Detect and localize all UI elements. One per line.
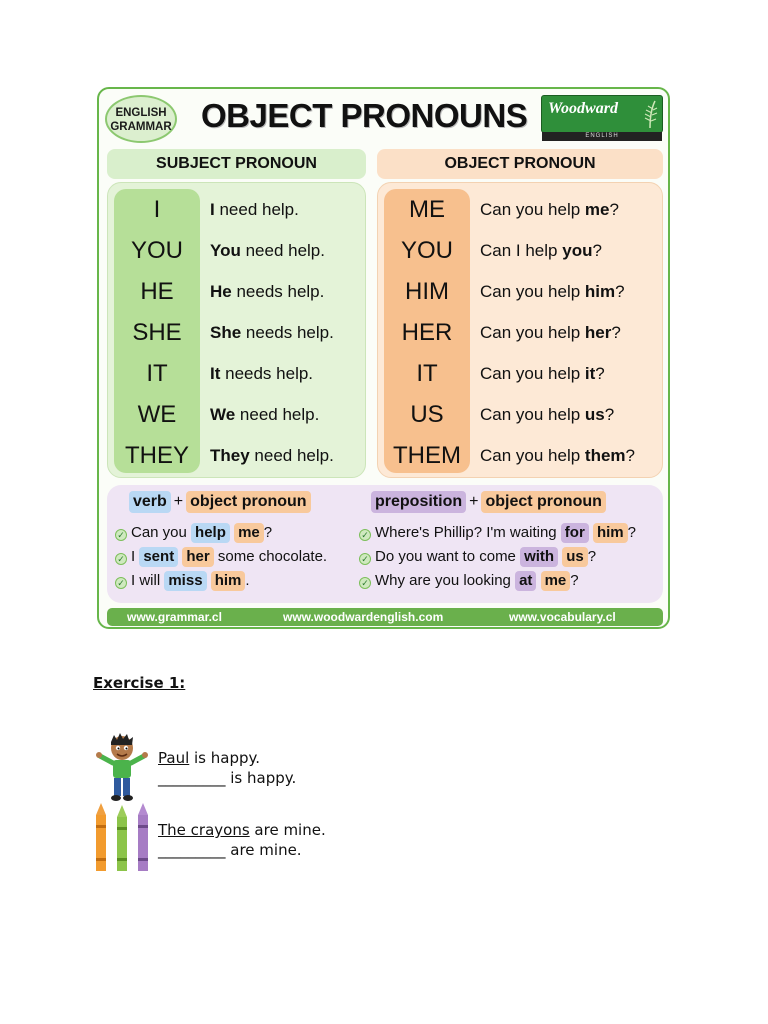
verb-rule <box>129 491 311 513</box>
plus-sign: + <box>173 493 184 510</box>
highlight-word: for <box>561 523 589 543</box>
example-end: ? <box>570 572 579 589</box>
example-end: . <box>245 572 250 589</box>
footer-link-woodward: www.woodwardenglish.com <box>283 610 444 624</box>
exercise-item-2 <box>158 821 326 839</box>
object-example <box>480 271 625 312</box>
subject-noun: The crayons <box>158 821 250 839</box>
boy-icon <box>96 732 148 802</box>
subject-row <box>108 353 365 394</box>
object-word: it <box>584 364 596 383</box>
plus-sign: + <box>469 493 479 510</box>
sentence-rest: are mine. <box>249 821 326 839</box>
object-row <box>378 230 662 271</box>
sentence-start: Can you help <box>480 364 585 383</box>
subject-example <box>210 271 324 312</box>
object-pronoun: THEM <box>393 442 461 469</box>
sentence-rest: need help. <box>235 405 320 424</box>
check-icon: ✓ <box>115 529 127 541</box>
subject-pronoun: IT <box>146 360 168 387</box>
example-start: I <box>131 548 140 565</box>
subject-pronoun-header: SUBJECT PRONOUN <box>107 149 366 179</box>
check-icon: ✓ <box>359 553 371 565</box>
exercise-blank-1[interactable]: _________ is happy. <box>158 769 297 787</box>
poster-title: OBJECT PRONOUNS <box>201 97 528 134</box>
object-pronoun: HIM <box>405 278 449 305</box>
fern-icon <box>642 99 658 129</box>
example-sentence <box>115 546 327 568</box>
sentence-end: ? <box>604 405 615 424</box>
badge-line-2: GRAMMAR <box>110 121 172 133</box>
subject-pronoun: WE <box>137 401 177 428</box>
subject-example <box>210 435 334 476</box>
preposition-tag: preposition <box>371 491 466 513</box>
example-end: ? <box>587 548 597 565</box>
sentence-end: ? <box>595 364 605 383</box>
sentence-start: Can you help <box>480 405 585 424</box>
subject-pronoun: I <box>153 196 161 223</box>
check-icon: ✓ <box>115 577 127 589</box>
object-pronoun-tag: object pronoun <box>186 491 310 513</box>
sentence-start: Can you help <box>480 446 585 465</box>
highlight-pronoun: us <box>562 547 588 567</box>
subject-pronoun-panel <box>107 182 366 478</box>
object-example <box>480 189 619 230</box>
crayons-icon <box>94 803 152 873</box>
woodward-logo <box>541 95 663 139</box>
object-word: her <box>584 323 612 342</box>
subject-row <box>108 394 365 435</box>
object-pronoun-tag: object pronoun <box>481 491 605 513</box>
object-row <box>378 312 662 353</box>
subject-word: I <box>210 200 215 219</box>
sentence-rest: is happy. <box>189 749 261 767</box>
object-word: you <box>562 241 593 260</box>
object-word: me <box>584 200 610 219</box>
subject-noun: Paul <box>158 749 190 767</box>
check-icon: ✓ <box>359 529 371 541</box>
check-icon: ✓ <box>115 553 127 565</box>
subject-pronoun: SHE <box>132 319 182 346</box>
subject-row <box>108 189 365 230</box>
examples-panel <box>107 485 663 603</box>
highlight-word: with <box>520 547 558 567</box>
example-start: I will <box>131 572 165 589</box>
object-row <box>378 435 662 476</box>
object-row <box>378 353 662 394</box>
example-start: Do you want to come <box>375 548 521 565</box>
object-word: him <box>584 282 616 301</box>
highlight-pronoun: me <box>234 523 264 543</box>
highlight-pronoun: him <box>593 523 628 543</box>
badge-line-1: ENGLISH <box>115 107 167 119</box>
highlight-word: miss <box>164 571 206 591</box>
object-row <box>378 271 662 312</box>
object-row <box>378 394 662 435</box>
example-start: Where's Phillip? I'm waiting <box>375 524 561 541</box>
sentence-start: Can you help <box>480 323 585 342</box>
sentence-rest: need help. <box>240 241 325 260</box>
highlight-pronoun: him <box>211 571 246 591</box>
object-pronoun: HER <box>401 319 453 346</box>
object-example <box>480 353 605 394</box>
check-icon: ✓ <box>359 577 371 589</box>
object-example <box>480 312 621 353</box>
object-word: them <box>584 446 626 465</box>
subject-row <box>108 271 365 312</box>
logo-sub: ENGLISH <box>542 132 662 141</box>
subject-row <box>108 435 365 476</box>
highlight-word: at <box>515 571 536 591</box>
example-sentence <box>359 570 579 592</box>
sentence-end: ? <box>592 241 602 260</box>
object-pronoun: US <box>410 401 444 428</box>
subject-row <box>108 230 365 271</box>
subject-word: You <box>210 241 241 260</box>
sentence-rest: needs help. <box>241 323 334 342</box>
footer-link-vocabulary: www.vocabulary.cl <box>509 610 616 624</box>
highlight-pronoun: me <box>541 571 571 591</box>
object-pronoun: YOU <box>400 237 453 264</box>
highlight-word: sent <box>139 547 178 567</box>
sentence-rest: needs help. <box>231 282 325 301</box>
subject-pronoun: YOU <box>130 237 183 264</box>
object-pronouns-poster <box>97 87 670 629</box>
sentence-rest: need help. <box>214 200 299 219</box>
subject-example <box>210 230 325 271</box>
subject-word: He <box>210 282 232 301</box>
sentence-end: ? <box>609 200 619 219</box>
sentence-end: ? <box>625 446 635 465</box>
exercise-title: Exercise 1: <box>93 674 186 692</box>
example-start: Why are you looking <box>375 572 516 589</box>
object-example <box>480 435 635 476</box>
subject-example <box>210 312 334 353</box>
example-sentence <box>359 522 636 544</box>
subject-example <box>210 353 313 394</box>
sentence-start: Can I help <box>480 241 563 260</box>
example-end: ? <box>263 524 273 541</box>
subject-example <box>210 189 299 230</box>
footer-link-grammar: www.grammar.cl <box>127 610 222 624</box>
example-end: some chocolate. <box>213 548 328 565</box>
example-start: Can you <box>131 524 192 541</box>
exercise-blank-2[interactable]: _________ are mine. <box>158 841 302 859</box>
subject-pronoun: HE <box>140 278 174 305</box>
sentence-start: Can you help <box>480 200 585 219</box>
object-pronoun: IT <box>416 360 438 387</box>
subject-pronoun: THEY <box>124 442 189 469</box>
subject-word: She <box>210 323 242 342</box>
sentence-rest: need help. <box>249 446 334 465</box>
exercise-item-1 <box>158 749 260 767</box>
subject-word: They <box>210 446 250 465</box>
sentence-end: ? <box>615 282 625 301</box>
sentence-rest: needs help. <box>220 364 314 383</box>
logo-name: Woodward <box>548 100 618 117</box>
subject-word: We <box>210 405 236 424</box>
highlight-word: help <box>191 523 230 543</box>
object-example <box>480 230 602 271</box>
subject-example <box>210 394 319 435</box>
sentence-start: Can you help <box>480 282 585 301</box>
preposition-rule <box>371 491 606 513</box>
verb-tag: verb <box>129 491 171 513</box>
object-pronoun-header: OBJECT PRONOUN <box>377 149 663 179</box>
object-row <box>378 189 662 230</box>
example-sentence <box>115 522 272 544</box>
highlight-pronoun: her <box>182 547 213 567</box>
example-end: ? <box>627 524 636 541</box>
english-grammar-badge <box>105 95 177 143</box>
sentence-end: ? <box>611 323 621 342</box>
object-word: us <box>584 405 605 424</box>
subject-row <box>108 312 365 353</box>
example-sentence <box>115 570 250 592</box>
poster-footer <box>107 608 663 626</box>
object-example <box>480 394 614 435</box>
object-pronoun-panel <box>377 182 663 478</box>
object-pronoun: ME <box>409 196 445 223</box>
example-sentence <box>359 546 596 568</box>
subject-word: It <box>210 364 221 383</box>
